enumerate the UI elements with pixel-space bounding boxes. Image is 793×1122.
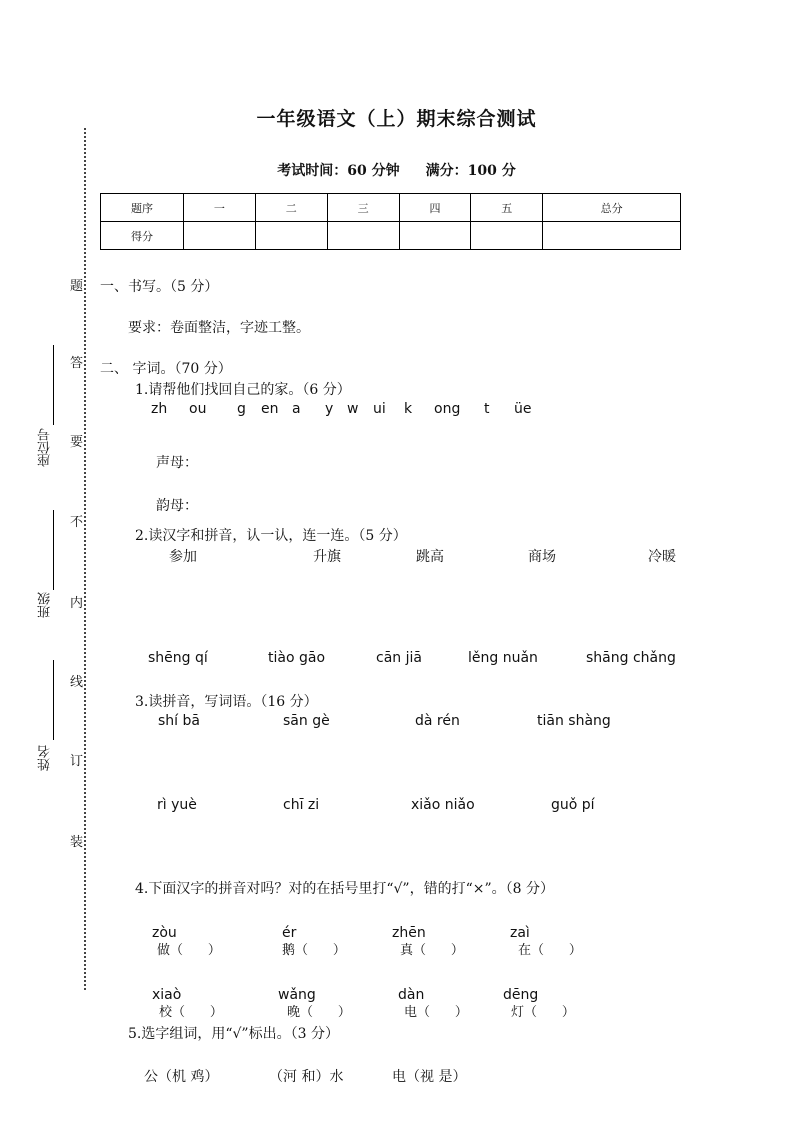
table-cell: 题序 — [101, 194, 184, 222]
q5-item[interactable]: 公（机 鸡） — [144, 1069, 219, 1085]
q4-pinyin: zòu — [152, 925, 177, 941]
q5-prompt: 5.选字组词，用“√”标出。（3 分） — [128, 1026, 339, 1042]
section1-heading: 一、书写。（5 分） — [100, 279, 219, 295]
q4-char: 做 — [157, 943, 171, 958]
page-title: 一年级语文（上）期末综合测试 — [256, 108, 537, 130]
section1-requirement: 要求：卷面整洁，字迹工整。 — [128, 320, 310, 336]
score-table — [100, 193, 681, 250]
seal-char: 线 — [70, 675, 84, 690]
q4-item — [400, 939, 464, 958]
q2-pinyin: lěng nuǎn — [468, 650, 538, 666]
syllable: g — [237, 401, 246, 417]
seal-char: 答 — [70, 356, 84, 371]
syllable: y — [325, 401, 334, 417]
q4-pinyin: wǎng — [278, 987, 316, 1003]
answer-paren[interactable]: （ ） — [300, 1005, 351, 1020]
answer-paren[interactable]: （ ） — [417, 1005, 468, 1020]
class-fill-line[interactable] — [53, 510, 54, 590]
q3-pinyin: xiǎo niǎo — [411, 797, 475, 813]
table-cell: 五 — [471, 194, 543, 222]
syllable: k — [404, 401, 413, 417]
score-input-cell[interactable] — [471, 222, 543, 250]
q4-char: 真 — [400, 943, 414, 958]
score-input-cell[interactable] — [399, 222, 471, 250]
answer-paren[interactable]: （ ） — [531, 943, 582, 958]
q4-item — [157, 939, 221, 958]
q2-word: 商场 — [528, 549, 556, 565]
name-fill-line[interactable] — [53, 660, 54, 740]
answer-paren[interactable]: （ ） — [170, 943, 221, 958]
q4-char: 晚 — [287, 1005, 301, 1020]
seal-char: 要 — [70, 435, 84, 450]
q3-prompt: 3.读拼音，写词语。（16 分） — [135, 694, 318, 710]
q4-prompt: 4.下面汉字的拼音对吗？对的在括号里打“√”，错的打“×”。（8 分） — [135, 881, 554, 897]
q2-pinyin: shēng qí — [148, 650, 208, 666]
q4-item — [282, 939, 346, 958]
q2-word: 参加 — [169, 549, 197, 565]
syllable: a — [292, 401, 301, 417]
syllable: ong — [434, 401, 461, 417]
class-label: 班级 — [38, 592, 53, 618]
syllable: üe — [514, 401, 532, 417]
binding-dotted-line — [84, 128, 86, 990]
score-input-cell[interactable] — [327, 222, 399, 250]
exam-meta — [0, 160, 793, 180]
syllable: ui — [373, 401, 386, 417]
syllable: zh — [151, 401, 168, 417]
exam-time: 考试时间：60 分钟 — [277, 163, 400, 179]
seal-char: 题 — [70, 279, 84, 294]
full-score: 满分：100 分 — [425, 163, 516, 179]
q1-syllables — [151, 401, 532, 417]
q2-word: 升旗 — [313, 549, 341, 565]
q1-yunmu-label: 韵母： — [156, 498, 198, 514]
table-cell: 四 — [399, 194, 471, 222]
q3-pinyin: tiān shàng — [537, 713, 611, 729]
score-table-row — [101, 222, 681, 250]
table-cell: 得分 — [101, 222, 184, 250]
syllable: t — [484, 401, 490, 417]
table-cell: 二 — [255, 194, 327, 222]
q4-pinyin: ér — [282, 925, 297, 941]
q4-pinyin: zaì — [510, 925, 530, 941]
q2-word: 冷暖 — [648, 549, 676, 565]
q5-item[interactable]: 电（视 是） — [392, 1069, 467, 1085]
q1-prompt: 1.请帮他们找回自己的家。（6 分） — [135, 382, 351, 398]
q4-pinyin: dàn — [398, 987, 425, 1003]
seal-char: 装 — [70, 835, 84, 850]
q4-item — [404, 1001, 468, 1020]
seal-char: 不 — [70, 515, 84, 530]
q3-pinyin: chī zi — [283, 797, 320, 813]
syllable: en — [261, 401, 279, 417]
table-cell: 总分 — [543, 194, 681, 222]
q4-pinyin: zhēn — [392, 925, 426, 941]
q5-item[interactable]: （河 和）水 — [269, 1069, 344, 1085]
q1-shengmu-label: 声母： — [156, 455, 198, 471]
q2-word: 跳高 — [416, 549, 444, 565]
q2-pinyin: tiào gāo — [268, 650, 326, 666]
q4-pinyin: dēng — [503, 987, 539, 1003]
syllable: ou — [189, 401, 207, 417]
q3-pinyin: dà rén — [415, 713, 460, 729]
answer-paren[interactable]: （ ） — [295, 943, 346, 958]
answer-paren[interactable]: （ ） — [524, 1005, 575, 1020]
section2-heading: 二、 字词。（70 分） — [100, 361, 232, 377]
q4-item — [511, 1001, 575, 1020]
table-cell: 一 — [184, 194, 256, 222]
q3-pinyin: sān gè — [283, 713, 330, 729]
score-input-cell[interactable] — [184, 222, 256, 250]
q4-item — [518, 939, 582, 958]
seat-label: 座位号 — [38, 428, 53, 467]
seal-char: 内 — [70, 596, 84, 611]
q4-pinyin: xiaò — [152, 987, 182, 1003]
answer-paren[interactable]: （ ） — [172, 1005, 223, 1020]
q4-item — [287, 1001, 351, 1020]
seal-char: 订 — [70, 754, 84, 769]
q3-pinyin: rì yuè — [157, 797, 197, 813]
q3-pinyin: shí bā — [158, 713, 200, 729]
q4-char: 电 — [404, 1005, 418, 1020]
seat-fill-line[interactable] — [53, 345, 54, 425]
q4-char: 在 — [518, 943, 532, 958]
answer-paren[interactable]: （ ） — [413, 943, 464, 958]
q2-pinyin: cān jiā — [376, 650, 422, 666]
score-input-cell[interactable] — [255, 222, 327, 250]
table-cell: 三 — [327, 194, 399, 222]
score-table-header — [101, 194, 681, 222]
name-label: 姓名 — [38, 745, 53, 771]
q3-pinyin: guǒ pí — [551, 797, 595, 813]
q4-char: 鹅 — [282, 943, 296, 958]
syllable: w — [347, 401, 359, 417]
score-input-cell[interactable] — [543, 222, 681, 250]
q4-char: 灯 — [511, 1005, 525, 1020]
q4-char: 校 — [159, 1005, 173, 1020]
q2-prompt: 2.读汉字和拼音，认一认，连一连。（5 分） — [135, 528, 407, 544]
q4-item — [159, 1001, 223, 1020]
q2-pinyin: shāng chǎng — [586, 650, 676, 666]
